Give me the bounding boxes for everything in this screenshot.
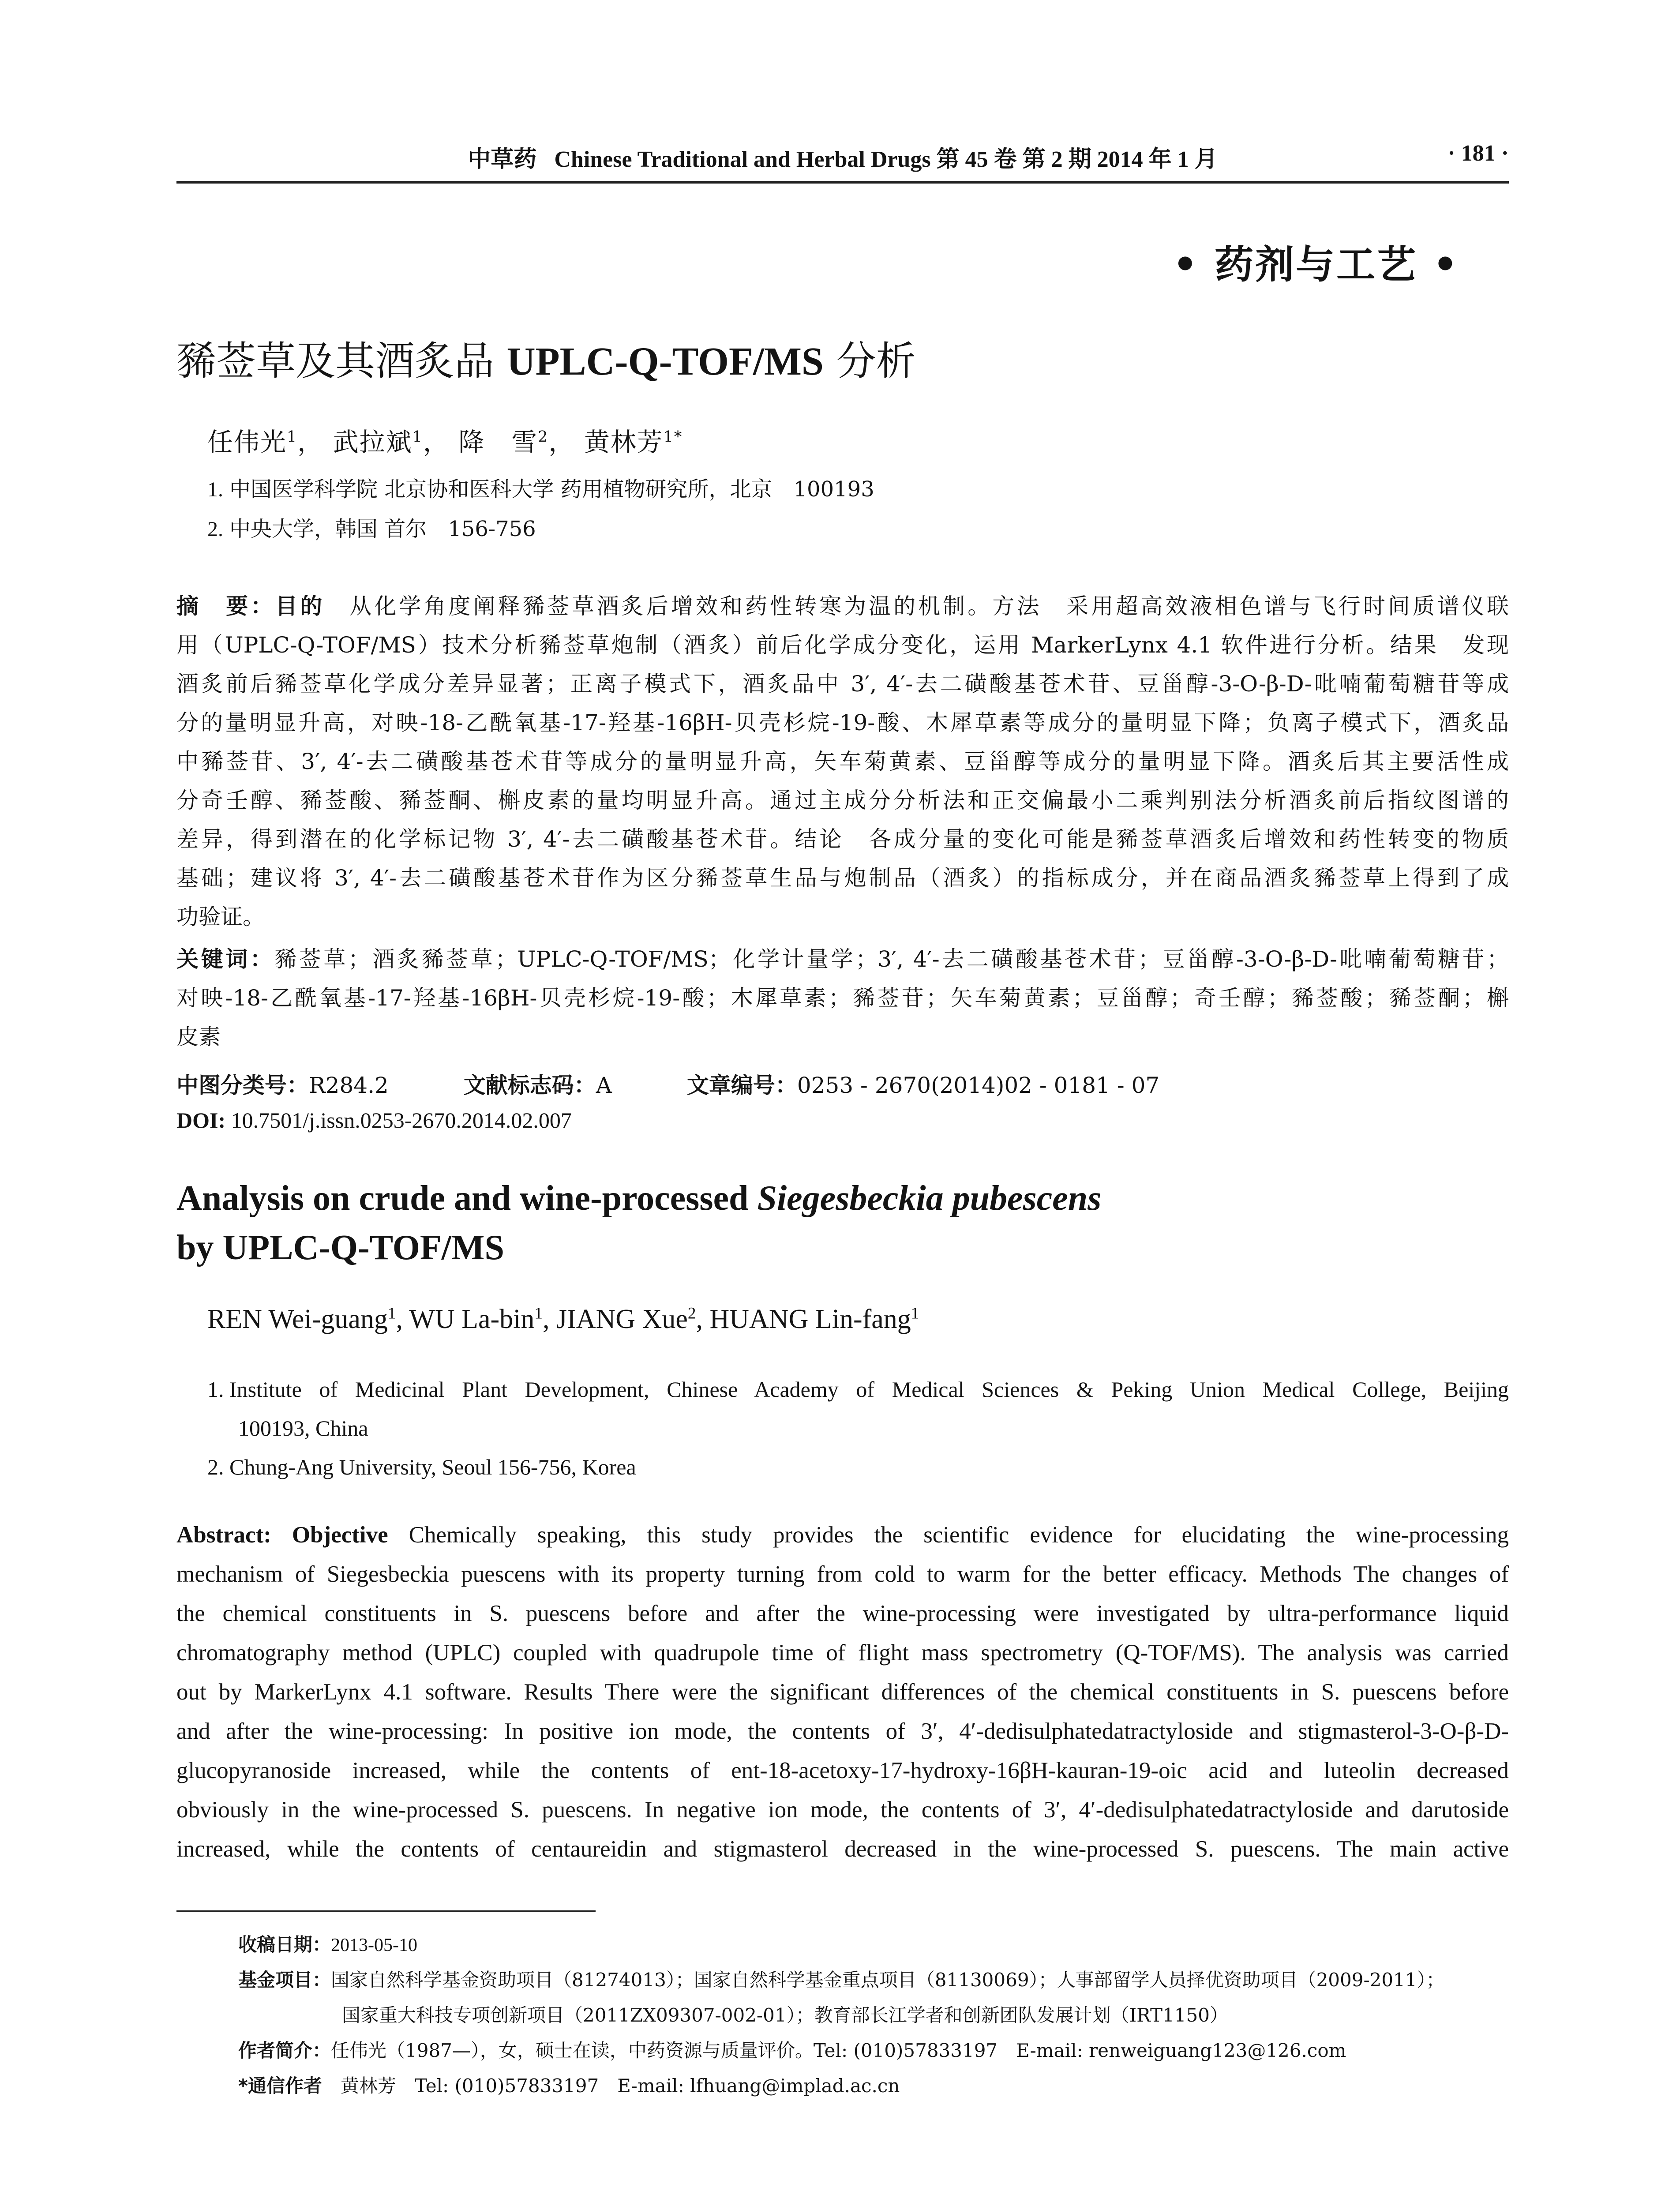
abstract-en-line: chromatography method (UPLC) coupled with quadrupole time of flight mass spectrometry (Q-TOF/MS). The analysis was carried	[176, 1640, 1509, 1666]
abstract-en-line: obviously in the wine-processed S. puescens. In negative ion mode, the contents of 3′, 4′-dedisulphatedatractyloside and darutoside	[176, 1797, 1509, 1823]
abstract-en-line: the chemical constituents in S. puescens before and after the wine-processing were investigated by ultra-performance liquid	[176, 1601, 1509, 1626]
footnote-author: 作者简介：任伟光（1987—），女，硕士在读，中药资源与质量评价。Tel: (010)57833197 E-mail: renweiguang123@126.com	[238, 2040, 1346, 2061]
author-cn: 武拉斌	[333, 427, 412, 457]
abstract-en-line: and after the wine-processing: In positive ion mode, the contents of 3′, 4′-dedisulphatedatractyloside and stigmasterol-3-O-β-D-	[176, 1718, 1509, 1744]
title-cn-latin: UPLC-Q-TOF/MS	[506, 340, 824, 383]
author-cn: 任伟光	[207, 427, 287, 457]
author-sup: 1	[412, 428, 423, 446]
author-sup: 1*	[663, 428, 683, 446]
abstract-cn-line: 分奇壬醇、豨莶酸、豨莶酮、槲皮素的量均明显升高。通过主成分分析法和正交偏最小二乘判别法分析酒炙前后指纹图谱的	[176, 788, 1509, 813]
footnote-received: 收稿日期：2013-05-10	[238, 1934, 417, 1955]
title-en: Analysis on crude and wine-processed Siegesbeckia pubescens by UPLC-Q-TOF/MS	[176, 1179, 1102, 1267]
abstract-cn-line: 功验证。	[176, 904, 265, 930]
abstract-cn-line: 基础；建议将 3′, 4′-去二磺酸基苍术苷作为区分豨莶草生品与炮制品（酒炙）的指标成分，并在商品酒炙豨莶草上得到了成	[176, 865, 1509, 891]
title-cn-suffix: 分析	[823, 338, 916, 384]
abstract-en-label: Abstract: Objective	[176, 1522, 388, 1548]
affiliation-cn: 2. 中央大学，韩国 首尔 156-756	[207, 517, 536, 541]
title-en-species: Siegesbeckia pubescens	[757, 1179, 1102, 1218]
abstract-en-line: mechanism of Siegesbeckia puescens with its property turning from cold to warm for the better efficacy. Methods The changes of	[176, 1561, 1509, 1587]
keywords-label: 关键词：	[176, 946, 275, 972]
doi-value[interactable]: 10.7501/j.issn.0253-2670.2014.02.007	[225, 1108, 572, 1133]
abstract-cn-line: 酒炙前后豨莶草化学成分差异显著；正离子模式下，酒炙品中 3′, 4′-去二磺酸基苍术苷、豆甾醇-3-O-β-D-吡喃葡萄糖苷等成	[176, 671, 1509, 697]
abstract-cn-line: 分的量明显升高，对映-18-乙酰氧基-17-羟基-16βH-贝壳杉烷-19-酸、木犀草素等成分的量明显下降；负离子模式下，酒炙品	[176, 710, 1509, 735]
keywords-cn	[176, 940, 1509, 1056]
objective-label: 目的	[275, 593, 325, 619]
abstract-cn-label: 摘 要：	[176, 593, 276, 619]
doi-label: DOI:	[176, 1108, 226, 1133]
abstract-cn	[176, 587, 1509, 936]
footnote-fund-cont: 国家重大科技专项创新项目（2011ZX09307-002-01）；教育部长江学者和创新团队发展计划（IRT1150）	[342, 2004, 1228, 2026]
keywords-line: 关键词：豨莶草；酒炙豨莶草；UPLC-Q-TOF/MS；化学计量学；3′, 4′-去二磺酸基苍术苷；豆甾醇-3-O-β-D-吡喃葡萄糖苷；	[176, 946, 1509, 972]
keywords-line: 对映-18-乙酰氧基-17-羟基-16βH-贝壳杉烷-19-酸；木犀草素；豨莶苷；矢车菊黄素；豆甾醇；奇壬醇；豨莶酸；豨莶酮；槲	[176, 985, 1509, 1011]
title-cn-prefix: 豨莶草及其酒炙品	[176, 338, 507, 384]
affiliation-cn: 1. 中国医学科学院 北京协和医科大学 药用植物研究所，北京 100193	[207, 477, 874, 502]
classification-line: 中图分类号：R284.2 文献标志码：A 文章编号：0253 - 2670(2014)02 - 0181 - 07	[176, 1073, 1160, 1098]
author-cn: 黄林芳	[584, 427, 664, 457]
author-cn: 降 雪	[458, 427, 538, 457]
abstract-cn-line: 用（UPLC-Q-TOF/MS）技术分析豨莶草炮制（酒炙）前后化学成分变化，运用 MarkerLynx 4.1 软件进行分析。结果 发现	[176, 632, 1509, 658]
journal-header	[176, 140, 1509, 173]
abstract-en	[176, 1516, 1509, 1869]
authors-en: REN Wei-guang$^1$, WU La-bin$^1$, JIANG Xue$^2$, HUANG Lin-fang$^1$	[207, 1304, 919, 1334]
footnote-corresponding: *通信作者 黄林芳 Tel: (010)57833197 E-mail: lfhuang@implad.ac.cn	[238, 2075, 900, 2097]
abstract-cn-line: 摘 要：目的 从化学角度阐释豨莶草酒炙后增效和药性转寒为温的机制。方法 采用超高效液相色谱与飞行时间质谱仪联	[176, 593, 1509, 619]
abstract-en-line: glucopyranoside increased, while the contents of ent-18-acetoxy-17-hydroxy-16βH-kauran-19-oic acid and luteolin decreased	[176, 1758, 1509, 1783]
journal-issue: Chinese Traditional and Herbal Drugs 第 45 卷 第 2 期 2014 年 1 月	[554, 147, 1218, 172]
footnote-fund: 基金项目：国家自然科学基金资助项目（81274013）；国家自然科学基金重点项目（81130069）；人事部留学人员择优资助项目（2009-2011）；	[238, 1969, 1445, 1991]
footnote-divider	[176, 1910, 596, 1912]
author-sup: 1	[287, 428, 298, 446]
abstract-cn-line: 中豨莶苷、3′, 4′-去二磺酸基苍术苷等成分的量明显升高，矢车菊黄素、豆甾醇等成分的量明显下降。酒炙后其主要活性成	[176, 749, 1509, 774]
title-cn	[176, 329, 916, 386]
authors-cn: 任伟光$^1$， 武拉斌$^1$， 降 雪$^2$， 黄林芳$^{1*}$	[207, 427, 683, 457]
abstract-en-line: Abstract: Objective Chemically speaking, this study provides the scientific evidence for elucidating the wine-processing	[176, 1522, 1509, 1548]
abstract-cn-line: 差异，得到潜在的化学标记物 3′, 4′-去二磺酸基苍术苷。结论 各成分量的变化可能是豨莶草酒炙后增效和药性转变的物质	[176, 826, 1509, 852]
author-sup: 2	[538, 428, 549, 446]
running-header	[176, 132, 1509, 184]
abstract-en-line: increased, while the contents of centaureidin and stigmasterol decreased in the wine-processed S. puescens. The main active	[176, 1836, 1509, 1862]
affiliation-en: 1. Institute of Medicinal Plant Development, Chinese Academy of Medical Sciences & Peking Union Medical College, Beijing 100193, China 2. Chung-Ang University, Seoul 156-756, Korea	[207, 1377, 1509, 1479]
keywords-line: 皮素	[176, 1024, 221, 1050]
journal-name-cn: 中草药	[468, 146, 537, 173]
page-number: · 181 ·	[1448, 141, 1509, 166]
section-tag: • 药剂与工艺 •	[1173, 241, 1459, 287]
doi	[176, 1107, 572, 1133]
abstract-en-line: out by MarkerLynx 4.1 software. Results There were the significant differences of the chemical constituents in S. puescens before	[176, 1679, 1509, 1705]
